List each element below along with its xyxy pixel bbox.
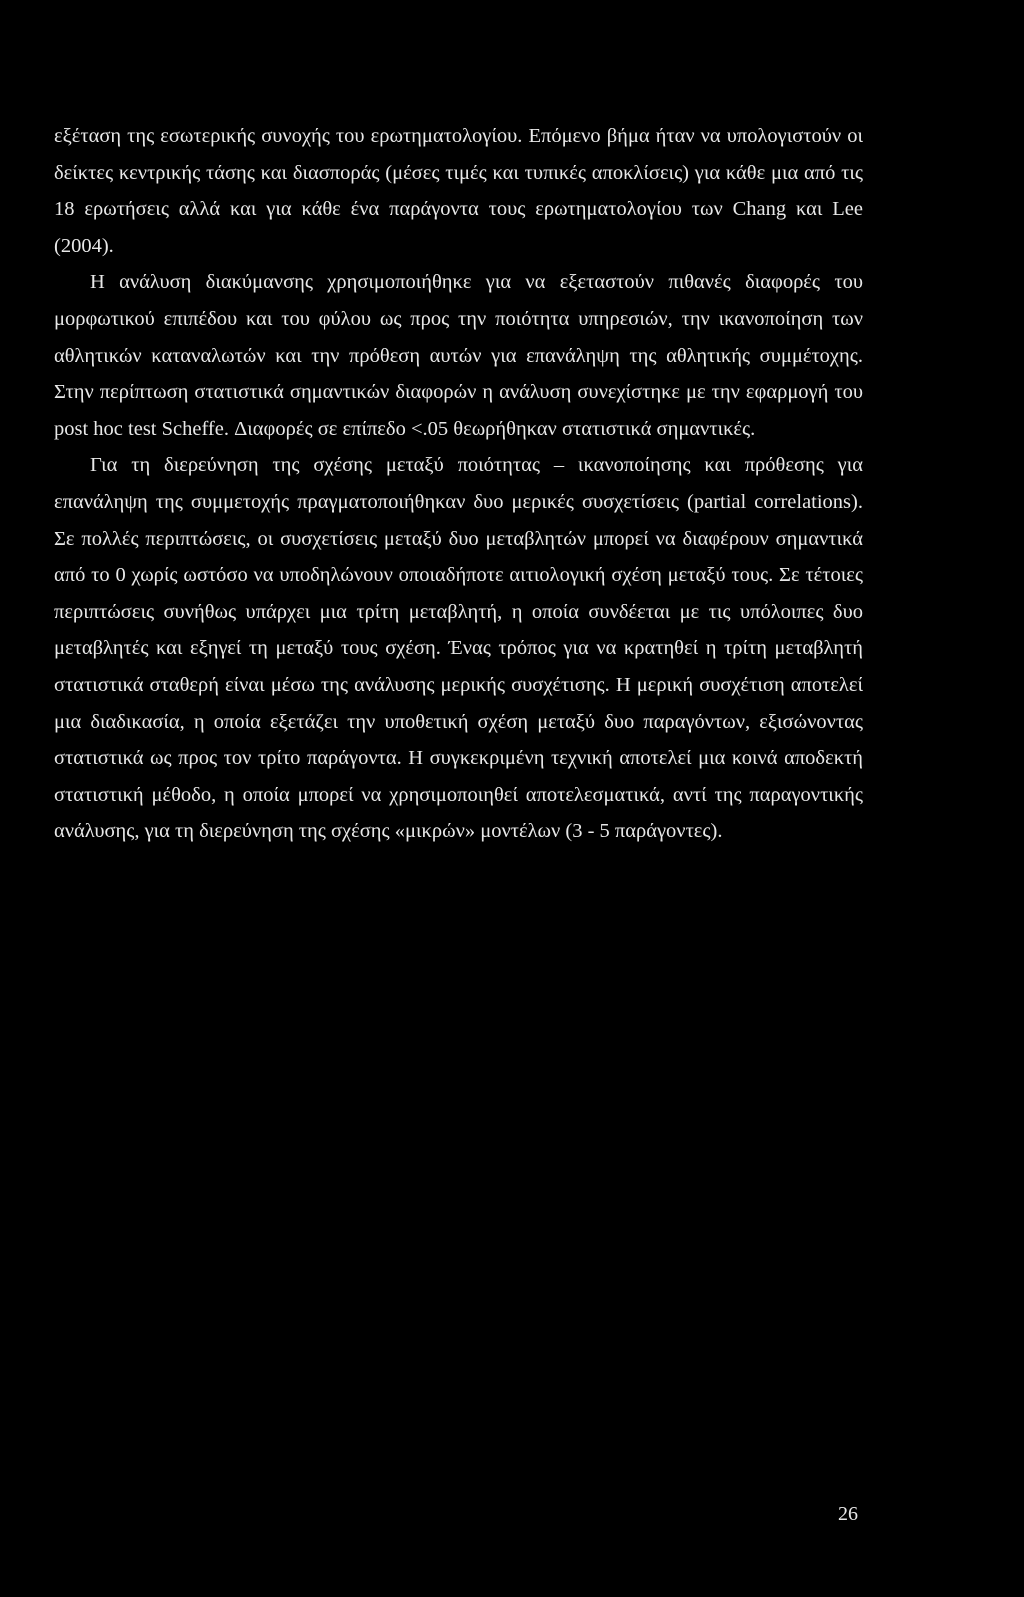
page-number: 26 (838, 1503, 858, 1525)
paragraph-continuation: εξέταση της εσωτερικής συνοχής του ερωτηματολογίου. Επόμενο βήμα ήταν να υπολογιστούν οι δείκτες κεντρικής τάσης και διασποράς (μέσες τιμές και τυπικές αποκλίσεις) για κάθε μια από τις 18 ερωτήσεις αλλά και για κάθε ένα παράγοντα τους ερωτηματολογίου των Chang και Lee (2004). (54, 125, 863, 257)
paragraph-partial-correlations: Για τη διερεύνηση της σχέσης μεταξύ ποιότητας – ικανοποίησης και πρόθεσης για επανάληψη της συμμετοχής πραγματοποιήθηκαν δυο μερικές συσχετίσεις (partial correlations). Σε πολλές περιπτώσεις, οι συσχετίσεις μεταξύ δυο μεταβλητών μπορεί να διαφέρουν σημαντικά από το 0 χωρίς ωστόσο να υποδηλώνουν οποιαδήποτε αιτιολογική σχέση μεταξύ τους. Σε τέτοιες περιπτώσεις συνήθως υπάρχει μια τρίτη μεταβλητή, η οποία συνδέεται με τις υπόλοιπες δυο μεταβλητές και εξηγεί τη μεταξύ τους σχέση. Ένας τρόπος για να κρατηθεί η τρίτη μεταβλητή στατιστικά σταθερή είναι μέσω της ανάλυσης μερικής συσχέτισης. Η μερική συσχέτιση αποτελεί μια διαδικασία, η οποία εξετάζει την υποθετική σχέση μεταξύ δυο παραγόντων, εξισώνοντας στατιστικά ως προς τον τρίτο παράγοντα. Η συγκεκριμένη τεχνική αποτελεί μια κοινά αποδεκτή στατιστική μέθοδο, η οποία μπορεί να χρησιμοποιηθεί αποτελεσματικά, αντί της παραγοντικής ανάλυσης, για τη διερεύνηση της σχέσης «μικρών» μοντέλων (3 - 5 παράγοντες). (54, 454, 863, 843)
document-body (54, 118, 863, 850)
paragraph-anova: Η ανάλυση διακύμανσης χρησιμοποιήθηκε για να εξεταστούν πιθανές διαφορές του μορφωτικού επιπέδου και του φύλου ως προς την ποιότητα υπηρεσιών, την ικανοποίηση των αθλητικών καταναλωτών και την πρόθεση αυτών για επανάληψη της αθλητικής συμμέτοχης. Στην περίπτωση στατιστικά σημαντικών διαφορών η ανάλυση συνεχίστηκε με την εφαρμογή του post hoc test Scheffe. Διαφορές σε επίπεδο <.05 θεωρήθηκαν στατιστικά σημαντικές. (54, 271, 863, 440)
